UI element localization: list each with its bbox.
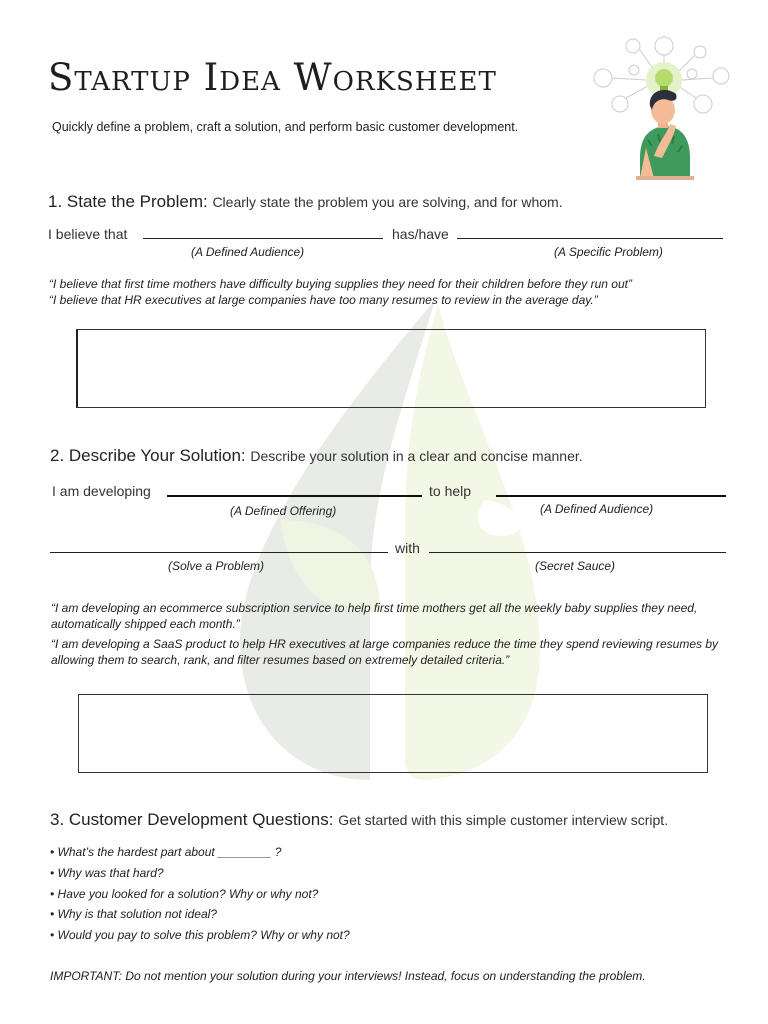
solution-audience-caption: (A Defined Audience) — [540, 502, 654, 516]
solution-audience-blank[interactable] — [496, 495, 726, 497]
section-2-heading — [50, 446, 583, 466]
with-label: with — [395, 540, 420, 556]
specific-problem-caption: (A Specific Problem) — [554, 245, 663, 259]
important-note: IMPORTANT: Do not mention your solution during your interviews! Instead, focus on understanding the problem. — [50, 969, 646, 983]
i-am-developing-label: I am developing — [52, 483, 151, 499]
interview-questions-list — [50, 845, 350, 949]
specific-problem-blank[interactable] — [457, 238, 723, 239]
section-2-description: Describe your solution in a clear and concise manner. — [250, 448, 583, 464]
problem-example-1: “I believe that first time mothers have difficulty buying supplies they need for their children before they run out” — [49, 277, 632, 291]
list-item: • What’s the hardest part about ________ ? — [50, 845, 282, 859]
solve-problem-caption: (Solve a Problem) — [168, 559, 265, 573]
to-help-label: to help — [429, 483, 472, 499]
list-item: • Have you looked for a solution? Why or why not? — [50, 886, 319, 901]
section-3-description: Get started with this simple customer interview script. — [338, 812, 669, 828]
defined-offering-caption: (A Defined Offering) — [230, 504, 337, 518]
defined-offering-blank[interactable] — [167, 495, 422, 497]
section-2-title: 2. Describe Your Solution: — [50, 446, 246, 465]
problem-answer-box[interactable] — [76, 329, 706, 408]
page-title: Startup Idea Worksheet — [48, 56, 497, 99]
page-subtitle: Quickly define a problem, craft a solution, and perform basic customer development. — [52, 120, 519, 134]
section-3-title: 3. Customer Development Questions: — [50, 810, 334, 829]
list-item: • Would you pay to solve this problem? Why or why not? — [50, 928, 350, 943]
section-1-title: 1. State the Problem: — [48, 192, 208, 211]
solution-example-2: “I am developing a SaaS product to help HR executives at large companies reduce the time they spend reviewing resumes by allowing them to search, rank, and filter resumes based on extremely detailed criteria.” — [51, 637, 719, 667]
section-3-heading — [50, 810, 668, 830]
list-item: • Why is that solution not ideal? — [50, 907, 217, 922]
problem-example-2: “I believe that HR executives at large companies have too many resumes to review in the average day.” — [49, 293, 598, 307]
section-1-description: Clearly state the problem you are solving, and for whom. — [212, 194, 563, 210]
has-have-label: has/have — [392, 226, 449, 242]
list-item: • Why was that hard? — [50, 865, 164, 880]
thinking-person-lightbulb-icon — [588, 28, 738, 182]
i-believe-label: I believe that — [48, 226, 128, 242]
defined-audience-caption: (A Defined Audience) — [191, 245, 305, 259]
solution-answer-box[interactable] — [78, 694, 708, 773]
solve-problem-blank[interactable] — [50, 552, 388, 553]
secret-sauce-blank[interactable] — [429, 552, 726, 553]
defined-audience-blank[interactable] — [143, 238, 383, 239]
section-1-heading — [48, 192, 563, 212]
solution-example-1: “I am developing an ecommerce subscription service to help first time mothers get all the weekly baby supplies they need, automatically shipped each month.” — [51, 601, 698, 631]
secret-sauce-caption: (Secret Sauce) — [535, 559, 616, 573]
